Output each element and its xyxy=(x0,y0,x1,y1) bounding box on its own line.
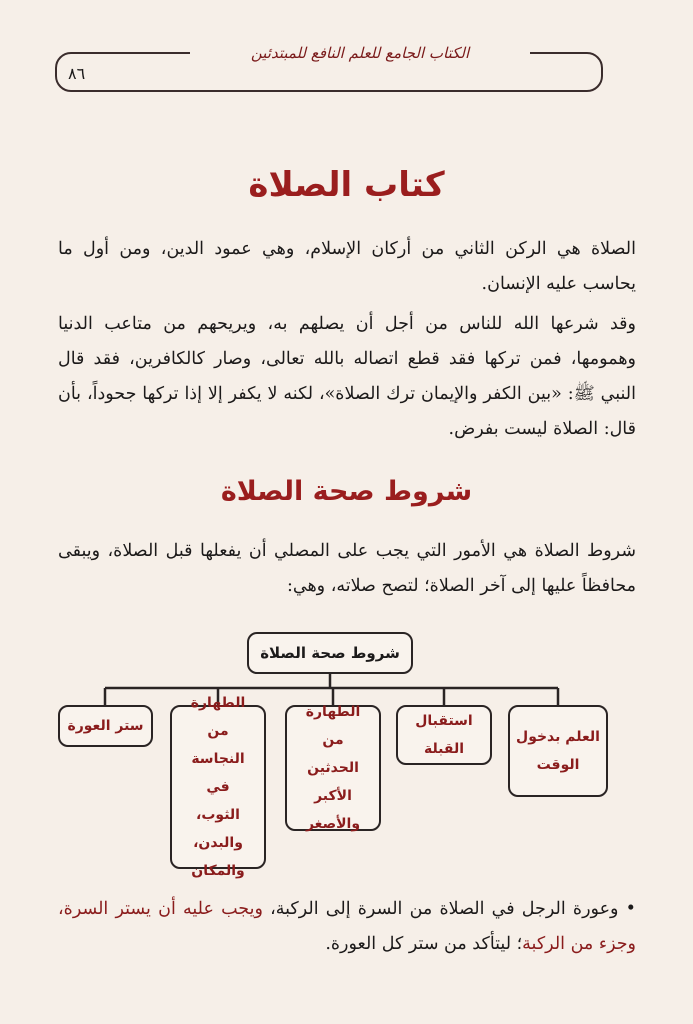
bullet-paragraph xyxy=(58,892,636,962)
diagram-child-qibla: استقبال القبلة xyxy=(396,705,492,765)
chapter-title: كتاب الصلاة xyxy=(248,165,445,205)
page-number: ٨٦ xyxy=(68,64,86,83)
diagram-child-awra: ستر العورة xyxy=(58,705,153,747)
diagram-child-najasa: الطهارة من النجاسة في الثوب، والبدن، والمكان xyxy=(170,705,266,869)
bullet-dot: • xyxy=(618,899,637,919)
bullet-text: وعورة الرجل في الصلاة من السرة إلى الركبة، xyxy=(262,899,619,919)
diagram-child-hadath: الطهارة من الحدثين الأكبر والأصغر xyxy=(285,705,381,831)
paragraph-3: شروط الصلاة هي الأمور التي يجب على المصلي أن يفعلها قبل الصلاة، ويبقى محافظاً عليها إلى آخر الصلاة؛ لتصح صلاته، وهي: xyxy=(58,541,636,596)
paragraph-2: وقد شرعها الله للناس من أجل أن يصلهم به، ويريحهم من متاعب الدنيا وهمومها، فمن تركها فقد قطع اتصاله بالله تعالى، وصار كالكافرين، فقد قال النبي ﷺ: «بين الكفر والإيمان ترك الصلاة»، لكنه لا يكفر إلا إذا تركها جحوداً، بأن قال: الصلاة ليست بفرض. xyxy=(58,314,636,439)
bullet-highlight: ويجب عليه أن يستر السرة، وجزء من الركبة xyxy=(58,899,636,954)
header-book-title: الكتاب الجامع للعلم النافع للمبتدئين xyxy=(250,44,470,62)
paragraph-1: الصلاة هي الركن الثاني من أركان الإسلام، وهي عمود الدين، ومن أول ما يحاسب عليه الإنسان. xyxy=(58,239,636,294)
diagram-child-time: العلم بدخول الوقت xyxy=(508,705,608,797)
section-title: شروط صحة الصلاة xyxy=(220,476,473,507)
bullet-tail: ؛ ليتأكد من ستر كل العورة. xyxy=(325,934,523,954)
diagram-root: شروط صحة الصلاة xyxy=(247,632,413,674)
